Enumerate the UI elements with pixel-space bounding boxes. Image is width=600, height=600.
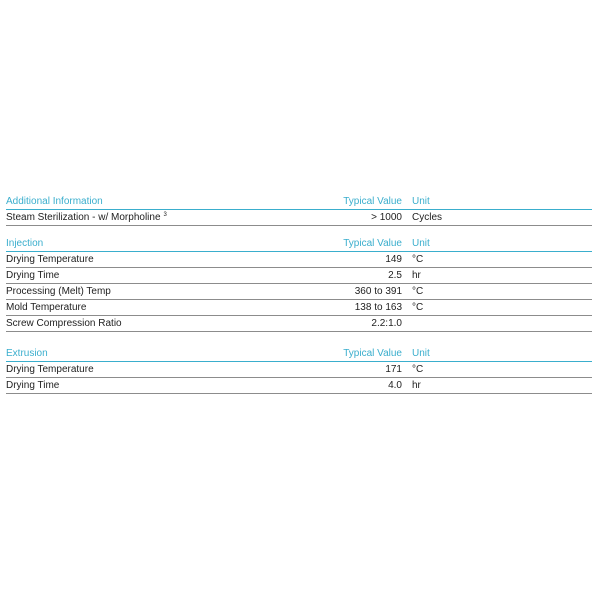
section-header	[6, 236, 592, 252]
property-value: 4.0	[388, 380, 402, 391]
header-typical-value-label: Typical Value	[343, 196, 402, 207]
property-value: 360 to 391	[354, 286, 402, 297]
header-property-label: Injection	[6, 238, 44, 249]
property-name: Drying Temperature	[6, 364, 94, 375]
header-property-label: Extrusion	[6, 348, 48, 359]
section-header	[6, 194, 592, 210]
property-value: 171	[385, 364, 402, 375]
table-row	[6, 210, 592, 226]
table-row	[6, 284, 592, 300]
property-name: Processing (Melt) Temp	[6, 286, 111, 297]
property-unit: °C	[412, 364, 424, 375]
table-row	[6, 268, 592, 284]
property-name: Drying Time	[6, 270, 60, 281]
property-name: Drying Time	[6, 380, 60, 391]
table-row	[6, 378, 592, 394]
section-additional-information	[6, 194, 592, 226]
property-value: 149	[385, 254, 402, 265]
property-value: > 1000	[371, 212, 402, 223]
property-name: Screw Compression Ratio	[6, 318, 122, 329]
header-unit-label: Unit	[412, 238, 430, 249]
property-unit: °C	[412, 286, 424, 297]
header-unit-label: Unit	[412, 196, 430, 207]
header-typical-value-label: Typical Value	[343, 238, 402, 249]
property-name: Steam Sterilization - w/ Morpholine $^3$	[6, 212, 167, 223]
footnote-marker: 3	[163, 212, 167, 218]
property-value: 2.5	[388, 270, 402, 281]
property-unit: °C	[412, 254, 424, 265]
property-unit: hr	[412, 380, 421, 391]
header-property-label: Additional Information	[6, 196, 103, 207]
table-row	[6, 362, 592, 378]
section-extrusion	[6, 346, 592, 394]
table-row	[6, 316, 592, 332]
section-header	[6, 346, 592, 362]
property-unit: hr	[412, 270, 421, 281]
properties-document	[6, 194, 592, 394]
property-value: 138 to 163	[354, 302, 402, 313]
property-unit: °C	[412, 302, 424, 313]
property-value: 2.2:1.0	[371, 318, 402, 329]
table-row	[6, 252, 592, 268]
property-unit: Cycles	[412, 212, 443, 223]
section-injection	[6, 236, 592, 332]
table-row	[6, 300, 592, 316]
header-typical-value-label: Typical Value	[343, 348, 402, 359]
header-unit-label: Unit	[412, 348, 430, 359]
property-name: Mold Temperature	[6, 302, 87, 313]
property-name: Drying Temperature	[6, 254, 94, 265]
